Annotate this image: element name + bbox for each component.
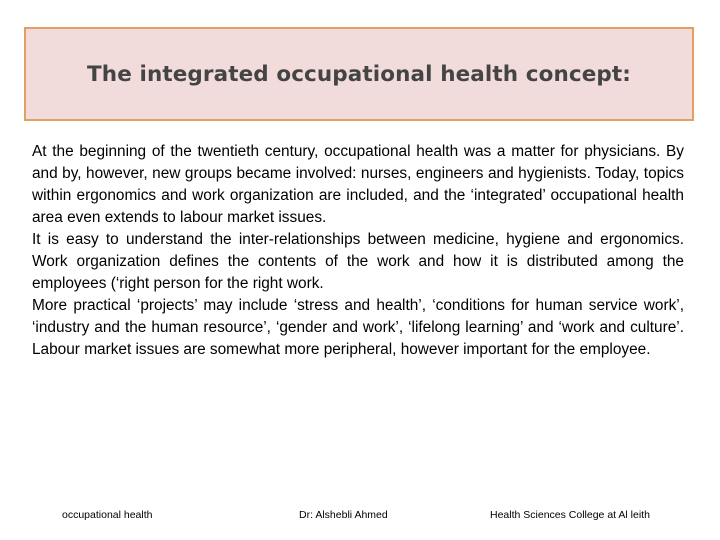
body-text bbox=[32, 141, 684, 361]
footer-author: Dr: Alshebli Ahmed bbox=[299, 509, 388, 521]
title-box bbox=[24, 27, 694, 121]
paragraph-3: More practical ‘projects’ may include ‘stress and health’, ‘conditions for human service work’, ‘industry and the human resource’, ‘gender and work’, ‘lifelong learning’ and ‘work and culture’. Labour market issues are somewhat more peripheral, however important for the employee. bbox=[32, 297, 684, 358]
paragraph-2: It is easy to understand the inter-relationships between medicine, hygiene and ergonomics. Work organization defines the contents of the work and how it is distributed among the employees (‘right person for the right work. bbox=[32, 231, 684, 292]
slide-title: The integrated occupational health concept: bbox=[87, 61, 631, 87]
footer-institution: Health Sciences College at Al leith bbox=[490, 509, 650, 521]
paragraph-1: At the beginning of the twentieth century, occupational health was a matter for physicians. By and by, however, new groups became involved: nurses, engineers and hygienists. Today, topics within ergonomics and work organization are included, and the ‘integrated’ occupational health area even extends to labour market issues. bbox=[32, 143, 684, 226]
footer-topic: occupational health bbox=[62, 509, 153, 521]
